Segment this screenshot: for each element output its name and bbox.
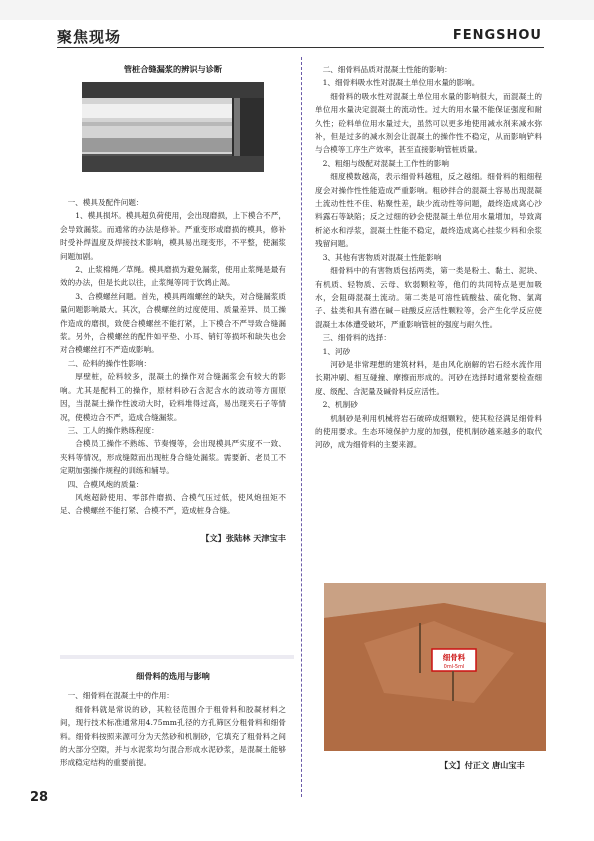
r-para: 1、河砂 xyxy=(322,346,351,356)
right-column-body xyxy=(315,63,542,452)
a1-para: 合模员工操作不熟练、节奏慢等，会出现模具严实度不一致、夹料等情况，形成缝隙而出现桩身合缝处漏浆。需要新、老员工不定期加强操作规程的训练和辅导。 xyxy=(60,439,286,476)
a1-para: 2、止浆棉绳／草绳。模具磨损为避免漏浆，使用止浆绳是最有效的办法，但是长此以往，止浆绳等同于饮鸩止渴。 xyxy=(60,265,286,288)
a1-para: 厚壁桩，砼料较多，混凝土的操作对合缝漏浆会有较大的影响。尤其是配料工的操作，原材料砂石含泥含水的波动等方面原因，当混凝土操作性波动大时，砼料堆得过高，易出现夹石子等情况，使模边合不严，造成合缝漏浆。 xyxy=(60,372,286,422)
a1-para: 3、合模螺丝问题。首先，模具两端螺丝的缺失，对合缝漏浆质量问题影响最大。其次，合模螺丝的过度使用、质量差异、员工操作造成的磨损，致使合模螺丝不能打紧，上下模合不严导致合缝漏浆。另外，合模螺丝的配件如平垫、小耳、销钉等损坏和缺失也会对合模螺丝打不严造成影响。 xyxy=(60,291,286,355)
a1-para: 一、模具及配件问题： xyxy=(67,198,144,207)
pipe-photo xyxy=(82,82,264,172)
top-band xyxy=(0,0,594,20)
r-para: 细度模数越高，表示细骨料越粗，反之越细。细骨料的粗细程度会对操作性性能造成严重影响。粗砂拌合的混凝土容易出现混凝土流动性性不佳、粘聚性差，缺少流动性等问题，最终造成离心沙料露石等缺陷；反之过细的砂会使混凝土单位用水量增加，导致离析泌水和浮浆，混凝土性能不稳定，最终造成离心挂浆少料和余浆残留问题。 xyxy=(315,172,542,249)
r-para: 河砂是非常理想的建筑材料，是由风化崩解的岩石经水流作用长期冲刷、相互碰撞、摩擦而形成的。河砂在选择时通常要检查细度、级配、含泥量及碱骨料反应活性。 xyxy=(315,359,542,396)
a1-para: 二、砼料的操作性影响： xyxy=(67,358,152,368)
a1-para: 四、合模风炮的质量： xyxy=(67,479,144,489)
r-para: 2、粗细与级配对混凝土工作性的影响 xyxy=(322,158,449,168)
header-rule xyxy=(57,47,544,48)
sign-range: 0ml-5ml xyxy=(443,664,465,670)
r-para: 1、细骨料吸水性对混凝土单位用水量的影响。 xyxy=(322,78,480,88)
sand-pile-photo xyxy=(324,583,546,751)
r-para: 2、机制砂 xyxy=(322,400,358,410)
r-para: 二、细骨料品质对混凝土性能的影响： xyxy=(322,65,452,74)
right-byline: 【文】付正文 唐山宝丰 xyxy=(440,760,525,770)
a2-para: 细骨料就是常说的砂，其粒径范围介于粗骨料和胶凝材料之间，现行技术标准通常用4.75mm孔径的方孔筛区分粗骨料和细骨料。细骨料按照来源可分为天然砂和机制砂，它填充了粗骨料之间的大部分空隙，并与水泥浆均匀混合形成水泥砂浆，是混凝土能够形成稳定结构的重要前提。 xyxy=(60,704,286,768)
a1-para: 1、模具损坏。模具超负荷使用，会出现磨损，上下模合不严，会导致漏浆。而通常的办法是修补。严重变形或磨损的模具，修补时受补焊温度及焊接技术影响，模具易出现变形，不平整，使漏浆问题加剧。 xyxy=(60,211,286,261)
article-1-body xyxy=(60,196,286,545)
a2-para: 一、细骨料在混凝土中的作用： xyxy=(67,691,174,701)
a1-para: 三、工人的操作熟练程度： xyxy=(67,425,159,435)
sign-label: 细骨料 xyxy=(442,653,466,662)
article-1-byline: 【文】张陆林 天津宝丰 xyxy=(201,532,286,543)
a1-para: 风炮超龄使用、零部件磨损、合模气压过低，使风炮扭矩不足、合模螺丝不能打紧、合模不严，造成桩身合缝。 xyxy=(60,492,286,516)
article-separator xyxy=(60,655,294,659)
section-title: 聚焦现场 xyxy=(57,28,122,46)
sand-pile-art xyxy=(324,583,546,751)
pipe-photo-art xyxy=(82,82,264,172)
article-2-title: 细骨料的选用与影响 xyxy=(136,671,210,681)
brand-name: FENGSHOU xyxy=(452,28,542,43)
r-para: 三、细骨料的选择： xyxy=(322,333,391,343)
article-1 xyxy=(60,63,286,82)
r-para: 机制砂是利用机械将岩石破碎成细颗粒，使其粒径满足细骨料的使用要求。生态环境保护力度的加强，使机制砂越来越多的取代河砂，成为细骨料的主要来源。 xyxy=(315,413,542,450)
page-number: 28 xyxy=(30,790,49,805)
r-para: 3、其他有害物质对混凝土性能影响 xyxy=(322,252,442,262)
article-2 xyxy=(60,670,286,770)
r-para: 细骨料的吸水性对混凝土单位用水量的影响很大，而混凝土的单位用水量决定混凝土的流动性。过大的用水量不能保证强度和耐久性；砼料单位用水量过大，虽然可以更多地使用减水剂来减水弥补，但是过多的减水剂会让混凝土的操作性不稳定，从而影响铲料与合模等工序生产效率，甚至直接影响管桩质量。 xyxy=(315,91,542,155)
r-para: 细骨料中的有害物质包括两类，第一类是粉土、黏土、泥块、有机质、轻物质、云母、软弱颗粒等，他们的共同特点是更加吸水，会阻碍混凝土流动。第二类是可溶性硫酸盐、硫化物、氯离子、盐类和具有潜在碱－硅酸反应活性颗粒等，会产生化学反应使混凝土本体遭受破坏，严重影响管桩的强度与耐久性。 xyxy=(315,266,542,329)
article-1-title: 管桩合缝漏浆的辨识与诊断 xyxy=(123,64,223,74)
column-divider xyxy=(301,57,302,797)
